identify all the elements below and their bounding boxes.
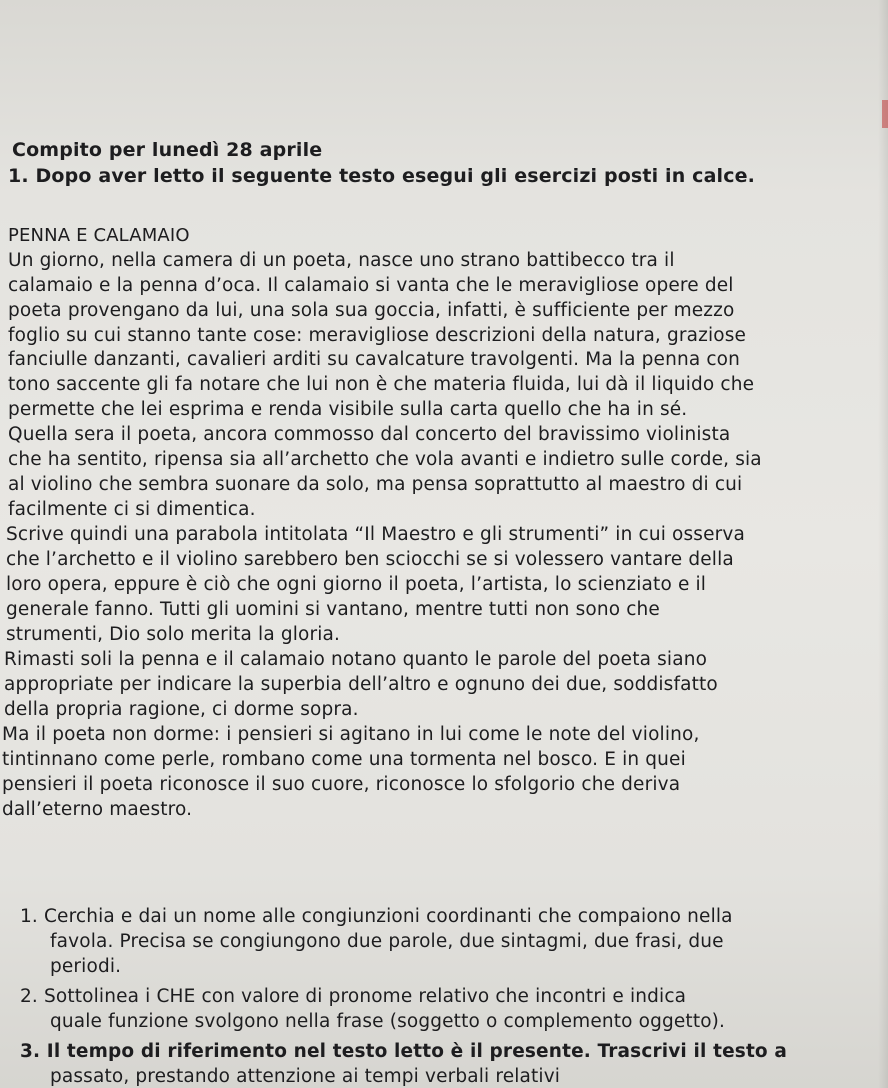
story-line: al violino che sembra suonare da solo, ma pensa soprattutto al maestro di cui [8,474,743,495]
story-line: tono saccente gli fa notare che lui non è che materia fluida, lui dà il liquido che [8,374,755,395]
story-line: Quella sera il poeta, ancora commosso dal concerto del bravissimo violinista [8,424,731,445]
story-line: poeta provengano da lui, una sola sua goccia, infatti, è sufficiente per mezzo [8,300,735,321]
story-line: Scrive quindi una parabola intitolata “Il Maestro e gli strumenti” in cui osserva [6,524,745,545]
exercise-line: 2. Sottolinea i CHE con valore di pronome relativo che incontri e indica [20,986,687,1007]
story-title: PENNA E CALAMAIO [8,225,190,246]
story-line: strumenti, Dio solo merita la gloria. [6,624,341,645]
story-line: permette che lei esprima e renda visibile sulla carta quello che ha in sé. [8,399,688,420]
page-heading: Compito per lunedì 28 aprile [12,139,323,161]
story-line: che l’archetto e il violino sarebbero ben sciocchi se si volessero vantare della [6,549,734,570]
exercise-line: 3. Il tempo di riferimento nel testo letto è il presente. Trascrivi il testo a [20,1041,788,1062]
instruction-line: 1. Dopo aver letto il seguente testo esegui gli esercizi posti in calce. [8,165,756,187]
story-line: fanciulle danzanti, cavalieri arditi su cavalcature travolgenti. Ma la penna con [8,349,741,370]
paper-edge [878,0,888,1088]
story-line: Ma il poeta non dorme: i pensieri si agitano in lui come le note del violino, [2,724,700,745]
exercise-line: quale funzione svolgono nella frase (soggetto o complemento oggetto). [50,1011,726,1032]
story-line: foglio su cui stanno tante cose: meravigliose descrizioni della natura, graziose [8,325,747,346]
exercise-line: 1. Cerchia e dai un nome alle congiunzioni coordinanti che compaiono nella [20,906,733,927]
story-line: della propria ragione, ci dorme sopra. [4,699,359,720]
story-line: Un giorno, nella camera di un poeta, nasce uno strano battibecco tra il [8,250,675,271]
story-line: Rimasti soli la penna e il calamaio notano quanto le parole del poeta siano [4,649,708,670]
story-line: calamaio e la penna d’oca. Il calamaio si vanta che le meravigliose opere del [8,275,734,296]
story-line: che ha sentito, ripensa sia all’archetto che vola avanti e indietro sulle corde, sia [8,449,762,470]
story-line: facilmente ci si dimentica. [8,499,256,520]
story-line: dall’eterno maestro. [2,799,193,820]
story-line: tintinnano come perle, rombano come una tormenta nel bosco. E in quei [2,749,686,770]
exercise-line: periodi. [50,956,122,977]
red-edge-mark [882,100,888,128]
story-line: appropriate per indicare la superbia dell’altro e ognuno dei due, soddisfatto [4,674,718,695]
exercise-line: passato, prestando attenzione ai tempi verbali relativi [50,1066,561,1087]
story-line: pensieri il poeta riconosce il suo cuore, riconosce lo sfolgorio che deriva [2,774,681,795]
exercise-line: favola. Precisa se congiungono due parole, due sintagmi, due frasi, due [50,931,724,952]
story-line: loro opera, eppure è ciò che ogni giorno il poeta, l’artista, lo scienziato e il [6,574,707,595]
story-line: generale fanno. Tutti gli uomini si vantano, mentre tutti non sono che [6,599,660,620]
